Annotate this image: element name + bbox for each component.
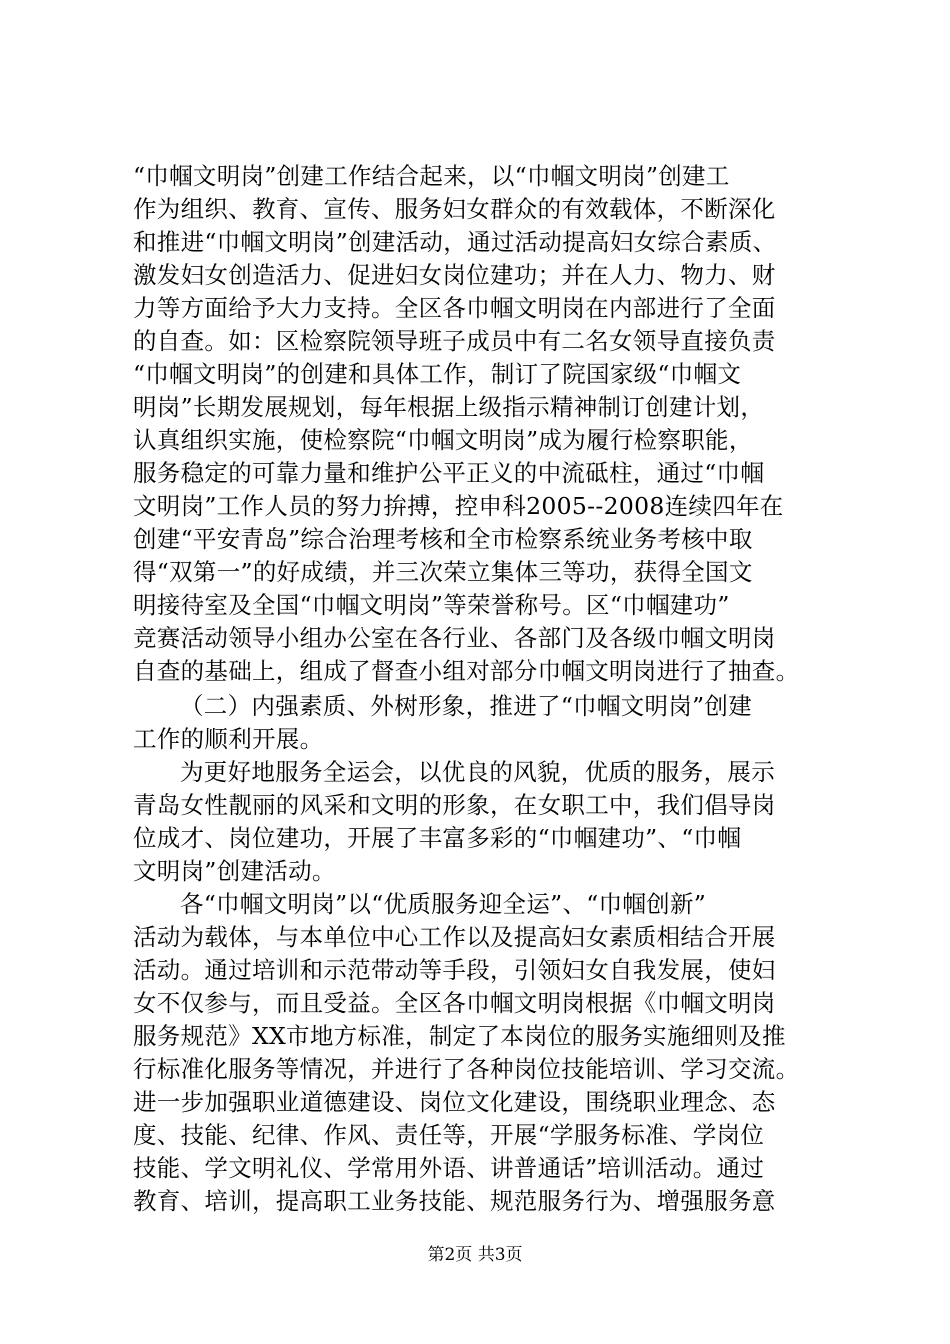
text-line: 文明岗”创建活动。 xyxy=(133,857,336,885)
text-line: 作为组织、教育、宣传、服务妇女群众的有效载体，不断深化 xyxy=(133,195,776,223)
text-line: 和推进“巾帼文明岗”创建活动，通过活动提高妇女综合素质、 xyxy=(133,228,777,256)
page-number-footer: 第2页 共3页 xyxy=(427,1245,523,1265)
text-line: 服务稳定的可靠力量和维护公平正义的中流砥柱，通过“巾帼 xyxy=(133,459,765,487)
text-line: 明接待室及全国“巾帼文明岗”等荣誉称号。区“巾帼建功” xyxy=(133,591,730,619)
text-line: “巾帼文明岗”的创建和具体工作，制订了院国家级“巾帼文 xyxy=(133,360,742,388)
text-line: 活动为载体，与本单位中心工作以及提高妇女素质相结合开展 xyxy=(133,923,776,951)
text-line: 文明岗”工作人员的努力拚搏，控申科2005--2008连续四年在 xyxy=(133,492,784,520)
text-line: 技能、学文明礼仪、学常用外语、讲普通话”培训活动。通过 xyxy=(133,1154,765,1182)
text-line: 激发妇女创造活力、促进妇女岗位建功；并在人力、物力、财 xyxy=(133,261,776,289)
text-line: 活动。通过培训和示范带动等手段，引领妇女自我发展，使妇 xyxy=(133,956,776,984)
text-line: 为更好地服务全运会，以优良的风貌，优质的服务，展示 xyxy=(180,758,775,786)
text-line: 创建“平安青岛”综合治理考核和全市检察系统业务考核中取 xyxy=(133,525,753,553)
text-line: 力等方面给予大力支持。全区各巾帼文明岗在内部进行了全面 xyxy=(133,294,776,322)
text-line: 得“双第一”的好成绩，并三次荣立集体三等功，获得全国文 xyxy=(133,558,753,586)
section-heading-line: 工作的顺利开展。 xyxy=(133,725,324,753)
text-line: 青岛女性靓丽的风采和文明的形象，在女职工中，我们倡导岗 xyxy=(133,791,776,819)
text-line: 竞赛活动领导小组办公室在各行业、各部门及各级巾帼文明岗 xyxy=(133,624,776,652)
text-line: 的自查。如：区检察院领导班子成员中有二名女领导直接负责 xyxy=(133,327,776,355)
text-line: “巾帼文明岗”创建工作结合起来，以“巾帼文明岗”创建工 xyxy=(133,162,730,190)
text-line: 女不仅参与，而且受益。全区各巾帼文明岗根据《巾帼文明岗 xyxy=(133,989,776,1017)
text-line: 位成才、岗位建功，开展了丰富多彩的“巾帼建功”、“巾帼 xyxy=(133,824,742,852)
text-line: 行标准化服务等情况，并进行了各种岗位技能培训、学习交流。 xyxy=(133,1055,800,1083)
text-line: 度、技能、纪律、作风、责任等，开展“学服务标准、学岗位 xyxy=(133,1121,765,1149)
paragraph-block-1 xyxy=(133,160,833,688)
section-heading-line: （二）内强素质、外树形象，推进了“巾帼文明岗”创建 xyxy=(180,692,753,720)
text-line: 自查的基础上，组成了督查小组对部分巾帼文明岗进行了抽查。 xyxy=(133,657,800,685)
text-line: 进一步加强职业道德建设、岗位文化建设，围绕职业理念、态 xyxy=(133,1088,776,1116)
text-line: 认真组织实施，使检察院“巾帼文明岗”成为履行检察职能， xyxy=(133,426,753,454)
text-line: 服务规范》XX市地方标准，制定了本岗位的服务实施细则及推 xyxy=(133,1022,786,1050)
text-line: 教育、培训，提高职工业务技能、规范服务行为、增强服务意 xyxy=(133,1187,776,1215)
text-line: 各“巾帼文明岗”以“优质服务迎全运”、“巾帼创新” xyxy=(180,890,707,918)
paragraph-block-2 xyxy=(133,690,833,1218)
text-line: 明岗”长期发展规划，每年根据上级指示精神制订创建计划， xyxy=(133,393,765,421)
